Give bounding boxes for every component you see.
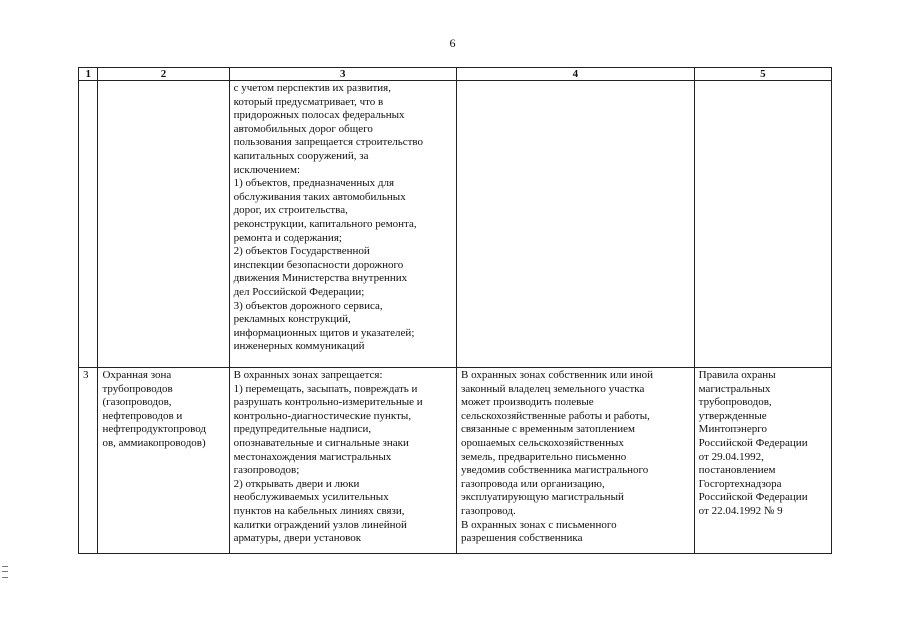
text-line: 2) открывать двери и люки [233, 477, 360, 490]
table-row [79, 368, 832, 554]
text-line: пользования запрещается строительство [233, 136, 424, 149]
text-line: капитальных сооружений, за [233, 149, 369, 162]
text-line: Минтопэнерго [698, 423, 768, 436]
text-line: предупредительные надписи, [233, 423, 372, 436]
row2-zone-name-cell [98, 368, 229, 554]
text-line: газопроводов; [233, 464, 300, 477]
text-line: В охранных зонах с письменного [461, 518, 617, 531]
text-line: который предусматривает, что в [233, 95, 384, 108]
text-line: пунктов на кабельных линиях связи, [233, 504, 405, 517]
text-line: 2) объектов Государственной [233, 245, 370, 258]
text-line: движения Министерства внутренних [233, 272, 408, 285]
text-line: (газопроводов, [102, 396, 172, 409]
row1-col1-cell [79, 81, 98, 368]
text-line: орошаемых сельскохозяйственных [461, 436, 624, 449]
row1-col4-cell [457, 81, 695, 368]
row2-restrictions-cell [229, 368, 456, 554]
text-line: сельскохозяйственные работы и работы, [461, 409, 650, 422]
text-line: контрольно-диагностические пункты, [233, 409, 412, 422]
text-line: инженерных коммуникаций [233, 340, 365, 353]
text-line: Госгортехнадзора [698, 477, 782, 490]
text-line: В охранных зонах запрещается: [233, 369, 383, 381]
text-line: информационных щитов и указателей; [233, 326, 415, 339]
page-number: 6 [449, 36, 456, 50]
text-line: опознавательные и сигнальные знаки [233, 436, 409, 449]
text-line: Российской Федерации [698, 436, 808, 449]
regulation-table [78, 67, 832, 554]
text-line: обслуживания таких автомобильных [233, 190, 406, 203]
text-line: исключением: [233, 163, 301, 176]
text-line: 1) объектов, предназначенных для [233, 177, 395, 190]
text-line: от 29.04.1992, [698, 450, 764, 463]
text-line: магистральных [698, 382, 771, 395]
text-line: местонахождения магистральных [233, 450, 392, 463]
text-line: разрушать контрольно-измерительные и [233, 396, 423, 409]
row2-number-cell: 3 [79, 368, 98, 554]
text-line: законный владелец земельного участка [461, 382, 645, 395]
text-line: дел Российской Федерации; [233, 285, 365, 298]
text-line: калитки ограждений узлов линейной [233, 518, 407, 531]
text-line: утвержденные [698, 409, 767, 422]
text-line: ов, аммиакопроводов) [102, 436, 206, 449]
text-line: 3) объектов дорожного сервиса, [233, 299, 383, 312]
text-line: земель, предварительно письменно [461, 450, 627, 463]
text-line: от 22.04.1992 № 9 [698, 504, 783, 517]
text-line: придорожных полосах федеральных [233, 109, 405, 122]
text-line: газопровода или организацию, [461, 477, 605, 490]
text-line: трубопроводов, [698, 396, 772, 409]
text-line: нефтепроводов и [102, 409, 183, 422]
text-line: ремонта и содержания; [233, 231, 342, 244]
text-line: Российской Федерации [698, 491, 808, 504]
row2-permissions-cell [457, 368, 695, 554]
text-line: рекламных конструкций, [233, 313, 351, 326]
text-line: Охранная зона [102, 369, 172, 381]
table-header-row [79, 68, 832, 81]
text-line: дорог, их строительства, [233, 204, 348, 217]
column-header-1: 1 [79, 68, 98, 81]
column-header-4: 4 [457, 68, 695, 81]
text-line: В охранных зонах собственник или иной [461, 369, 654, 381]
table-row [79, 81, 832, 368]
text-line: трубопроводов [102, 382, 173, 395]
row1-col3-cell [229, 81, 456, 368]
text-line: арматуры, двери установок [233, 532, 362, 545]
text-line: разрешения собственника [461, 532, 583, 545]
text-line: 1) перемещать, засыпать, повреждать и [233, 382, 418, 395]
row1-col5-cell [694, 81, 831, 368]
scan-margin-mark [2, 566, 8, 578]
column-header-5: 5 [694, 68, 831, 81]
text-line: постановлением [698, 464, 776, 477]
text-line: автомобильных дорог общего [233, 122, 373, 135]
text-line: необслуживаемых усилительных [233, 491, 389, 504]
text-line: с учетом перспектив их развития, [233, 82, 391, 94]
text-line: уведомив собственника магистрального [461, 464, 649, 477]
text-line: инспекции безопасности дорожного [233, 258, 404, 271]
column-header-3: 3 [229, 68, 456, 81]
row1-col2-cell [98, 81, 229, 368]
text-line: реконструкции, капитального ремонта, [233, 217, 417, 230]
text-line: нефтепродуктопровод [102, 423, 206, 436]
column-header-2: 2 [98, 68, 229, 81]
text-line: газопровод. [461, 504, 516, 517]
text-line: связанные с временным затоплением [461, 423, 635, 436]
text-line: может производить полевые [461, 396, 594, 409]
text-line: Правила охраны [698, 369, 776, 381]
row2-legal-basis-cell [694, 368, 831, 554]
text-line: эксплуатирующую магистральный [461, 491, 624, 504]
